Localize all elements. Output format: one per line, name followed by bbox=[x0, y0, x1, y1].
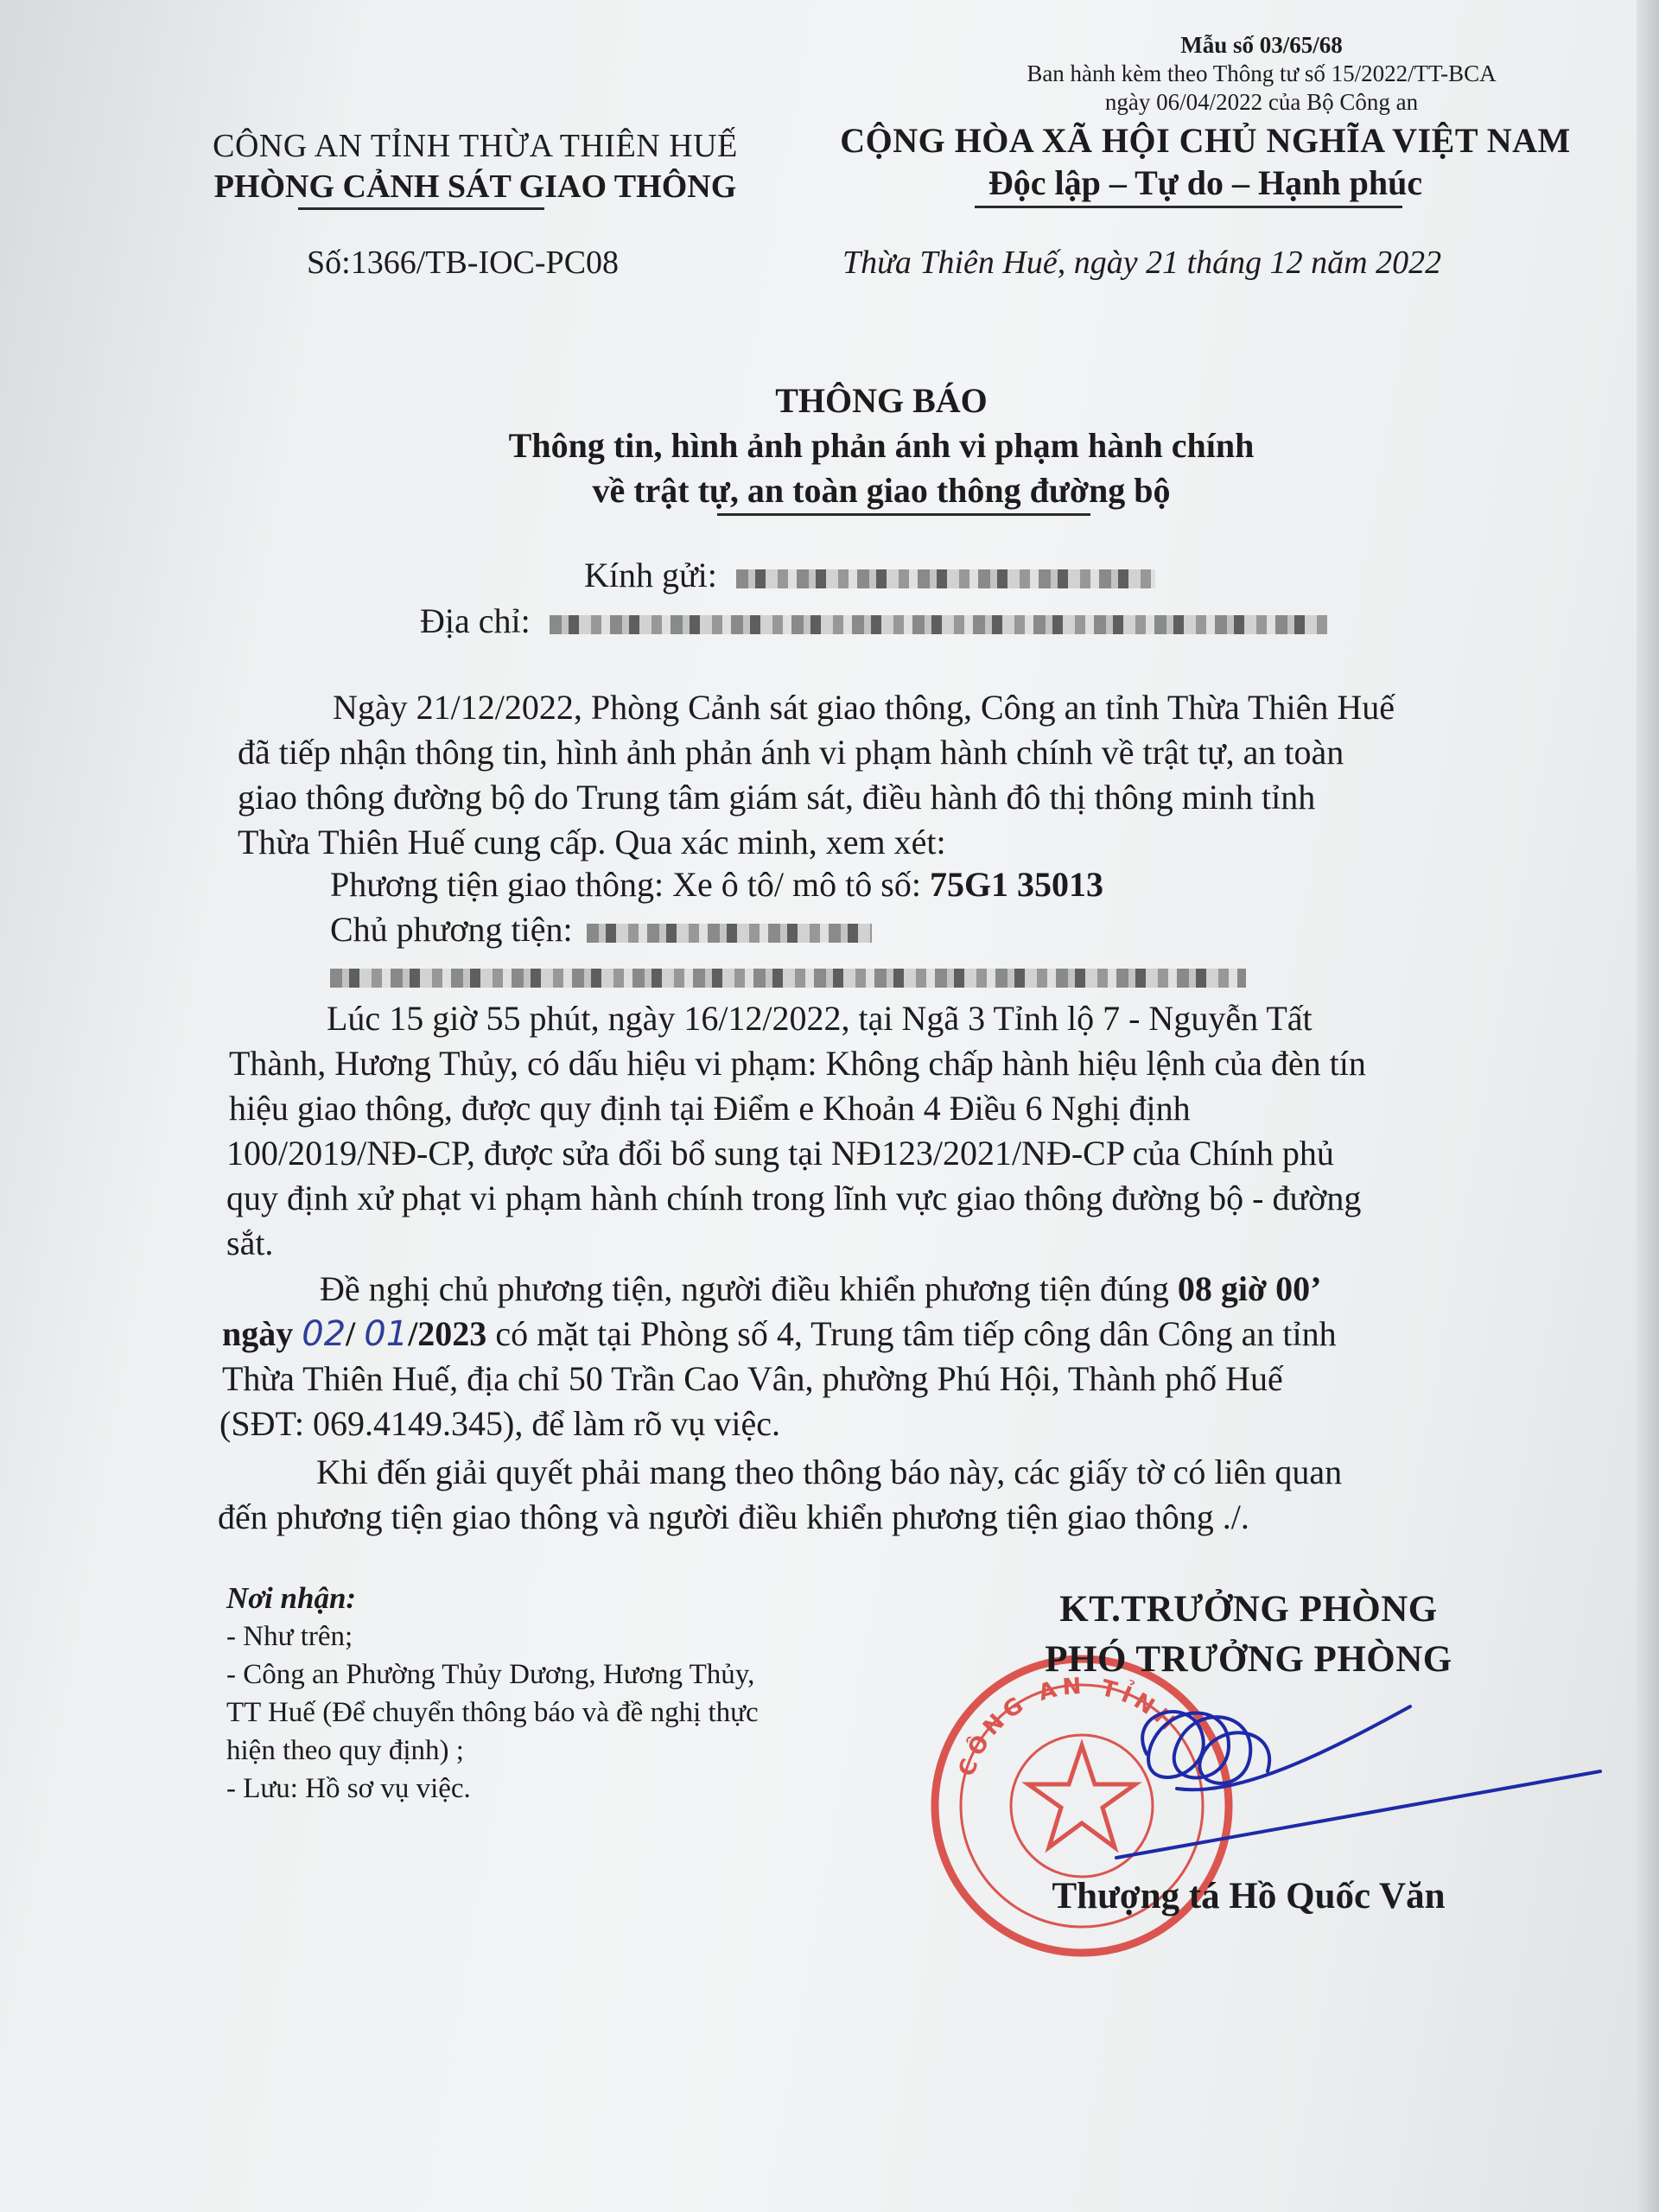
recipient-item: - Lưu: Hồ sơ vụ việc. bbox=[226, 1773, 471, 1804]
p4-line-2: đến phương tiện giao thông và người điều khiển phương tiện giao thông ./. bbox=[218, 1497, 1249, 1536]
agency-name: PHÒNG CẢNH SÁT GIAO THÔNG bbox=[213, 168, 737, 205]
p2-line-4: 100/2019/NĐ-CP, được sửa đổi bổ sung tại NĐ123/2021/NĐ-CP của Chính phủ bbox=[226, 1134, 1334, 1173]
agency-underline bbox=[298, 207, 544, 210]
handwritten-day: 02 bbox=[302, 1314, 346, 1354]
stamp-text: CÔNG AN TỈNH bbox=[953, 1673, 1184, 1780]
owner-label: Chủ phương tiện: bbox=[330, 910, 573, 949]
recipient-line bbox=[584, 555, 1155, 595]
issued-with-line-2: ngày 06/04/2022 của Bộ Công an bbox=[1104, 89, 1419, 115]
p1-line-2: đã tiếp nhận thông tin, hình ảnh phản ánh vi phạm hành chính về trật tự, an toàn bbox=[238, 733, 1344, 772]
recipients-list bbox=[226, 1580, 849, 1808]
signature-block bbox=[916, 1585, 1581, 1685]
appointment-time: 08 giờ 00’ bbox=[1177, 1269, 1322, 1308]
notice-title: THÔNG BÁO bbox=[775, 381, 988, 420]
notice-title-block bbox=[311, 378, 1452, 513]
owner-line bbox=[330, 909, 872, 950]
nation-header bbox=[778, 119, 1633, 204]
p3-line-1-text: Đề nghị chủ phương tiện, người điều khiển phương tiện đúng bbox=[320, 1269, 1178, 1308]
redacted-owner-address bbox=[330, 969, 1246, 988]
handwritten-month: 01 bbox=[364, 1314, 409, 1354]
notice-subtitle-2: về trật tự, an toàn giao thông đường bộ bbox=[592, 471, 1171, 510]
vehicle-label: Phương tiện giao thông: Xe ô tô/ mô tô số: bbox=[330, 865, 930, 904]
recipient-item: - Công an Phường Thủy Dương, Hương Thủy, bbox=[226, 1659, 755, 1690]
form-number: Mẫu số 03/65/68 bbox=[1180, 32, 1343, 58]
p3-line-2 bbox=[222, 1313, 1337, 1354]
signer-title-2: PHÓ TRƯỞNG PHÒNG bbox=[1045, 1639, 1452, 1680]
signer-name: Thượng tá Hồ Quốc Văn bbox=[1052, 1876, 1446, 1916]
p2-line-6: sắt. bbox=[226, 1224, 274, 1262]
date-slash: / bbox=[346, 1314, 365, 1353]
p2-line-2: Thành, Hương Thủy, có dấu hiệu vi phạm: Không chấp hành hiệu lệnh của đèn tín bbox=[229, 1044, 1366, 1083]
owner-address-line bbox=[330, 954, 1246, 995]
p3-line-1 bbox=[320, 1268, 1321, 1309]
title-underline bbox=[717, 513, 1090, 516]
p1-line-4: Thừa Thiên Huế cung cấp. Qua xác minh, xem xét: bbox=[238, 823, 946, 861]
p3-line-2-text: có mặt tại Phòng số 4, Trung tâm tiếp công dân Công an tỉnh bbox=[486, 1314, 1337, 1353]
redacted-recipient-name bbox=[736, 569, 1155, 588]
blue-ink-signature bbox=[1116, 1707, 1600, 1858]
notice-subtitle-1: Thông tin, hình ảnh phản ánh vi phạm hành chính bbox=[508, 426, 1255, 465]
document-number: Số:1366/TB-IOC-PC08 bbox=[307, 245, 620, 281]
p3-line-3: Thừa Thiên Huế, địa chỉ 50 Trần Cao Vân, phường Phú Hội, Thành phố Huế bbox=[222, 1359, 1283, 1398]
agency-parent: CÔNG AN TỈNH THỪA THIÊN HUẾ bbox=[213, 128, 738, 164]
signer-title-1: KT.TRƯỞNG PHÒNG bbox=[1059, 1589, 1438, 1630]
p1-line-3: giao thông đường bộ do Trung tâm giám sát, điều hành đô thị thông minh tỉnh bbox=[238, 778, 1316, 817]
nation-name: CỘNG HÒA XÃ HỘI CHỦ NGHĨA VIỆT NAM bbox=[840, 121, 1571, 160]
recipient-item: hiện theo quy định) ; bbox=[226, 1735, 464, 1766]
appointment-year: /2023 bbox=[408, 1314, 487, 1353]
p2-line-1: Lúc 15 giờ 55 phút, ngày 16/12/2022, tại Ngã 3 Tỉnh lộ 7 - Nguyễn Tất bbox=[327, 999, 1313, 1038]
place-date: Thừa Thiên Huế, ngày 21 tháng 12 năm 2022 bbox=[842, 245, 1442, 281]
license-plate: 75G1 35013 bbox=[929, 865, 1104, 904]
recipients-heading: Nơi nhận: bbox=[226, 1581, 357, 1615]
recipient-label: Kính gửi: bbox=[584, 556, 717, 594]
stamp-star-icon bbox=[1028, 1745, 1135, 1847]
form-number-block bbox=[916, 31, 1607, 117]
redacted-address bbox=[550, 615, 1327, 634]
address-line bbox=[420, 601, 1327, 641]
p3-line-4: (SĐT: 069.4149.345), để làm rõ vụ việc. bbox=[219, 1404, 781, 1443]
redacted-owner-name bbox=[587, 924, 872, 943]
page-edge bbox=[1637, 0, 1659, 2212]
vehicle-line bbox=[330, 864, 1103, 905]
appointment-day-label: ngày bbox=[222, 1314, 302, 1353]
p2-line-3: hiệu giao thông, được quy định tại Điểm e Khoản 4 Điều 6 Nghị định bbox=[229, 1089, 1191, 1128]
p4-line-1: Khi đến giải quyết phải mang theo thông báo này, các giấy tờ có liên quan bbox=[316, 1452, 1343, 1491]
p2-line-5: quy định xử phạt vi phạm hành chính trong lĩnh vực giao thông đường bộ - đường bbox=[226, 1179, 1362, 1217]
motto: Độc lập – Tự do – Hạnh phúc bbox=[988, 163, 1423, 202]
address-label: Địa chỉ: bbox=[420, 601, 531, 640]
p1-line-1: Ngày 21/12/2022, Phòng Cảnh sát giao thông, Công an tỉnh Thừa Thiên Huế bbox=[333, 688, 1395, 727]
agency-header bbox=[130, 125, 821, 207]
issued-with-line-1: Ban hành kèm theo Thông tư số 15/2022/TT-BCA bbox=[1027, 60, 1497, 86]
recipient-item: TT Huế (Để chuyển thông báo và đề nghị thực bbox=[226, 1697, 759, 1728]
recipient-item: - Như trên; bbox=[226, 1621, 353, 1652]
motto-underline bbox=[975, 206, 1402, 208]
